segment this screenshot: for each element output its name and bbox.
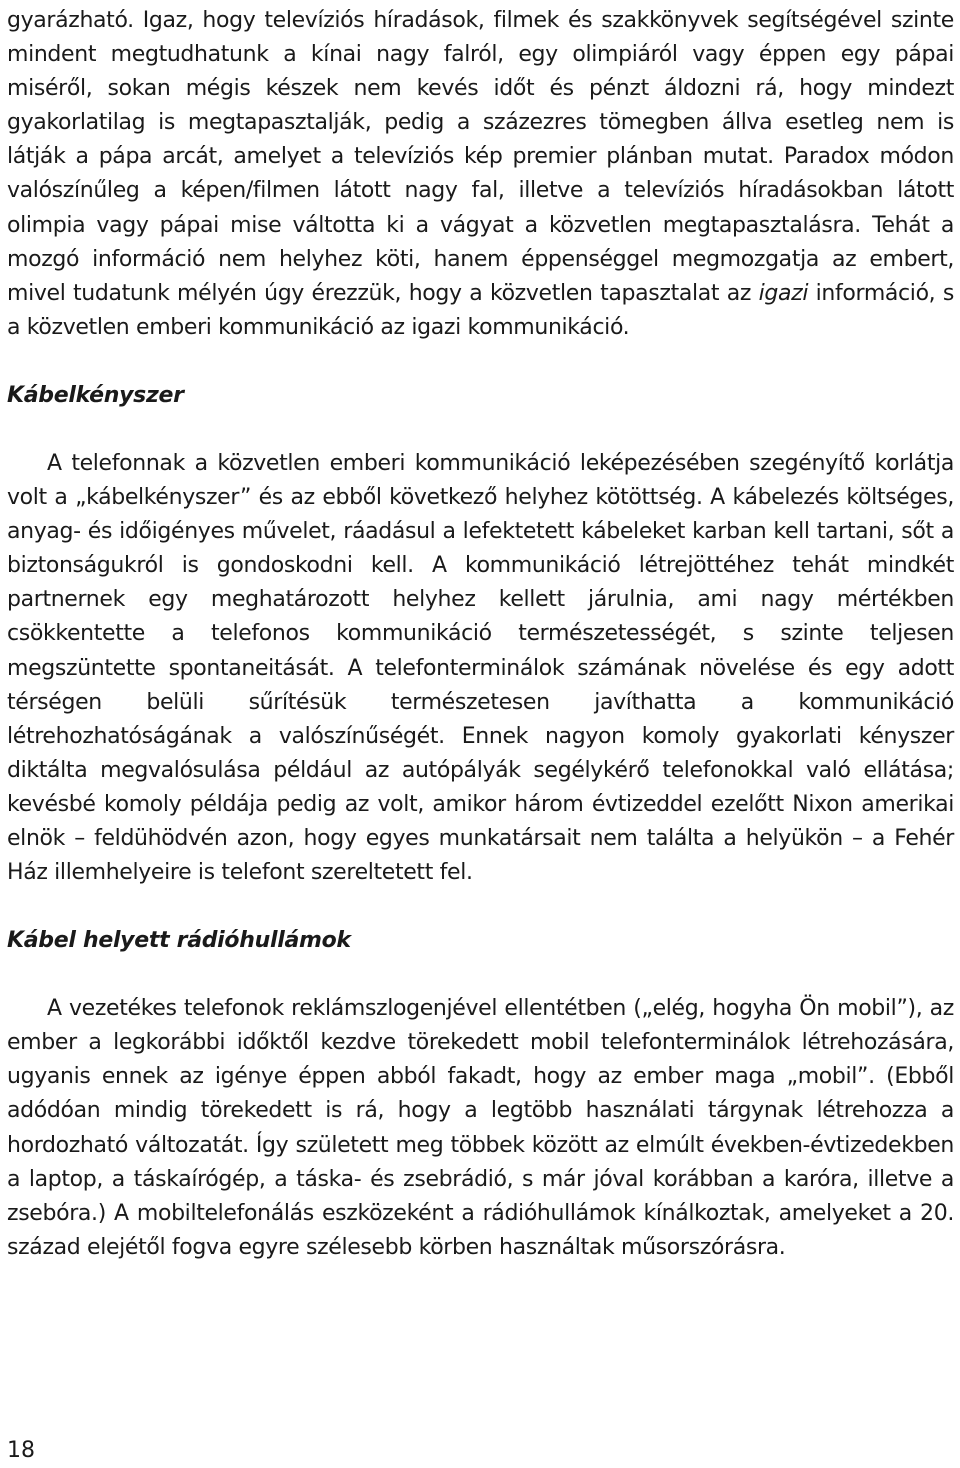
section-paragraph-kabelkenyszer: A telefonnak a közvetlen emberi kommunikáció leképezésében szegényítő korlátja volt a „kábelkényszer” és az ebből következő helyhez kötöttség. A kábelezés költséges, anyag- és időigényes művelet, ráadásul a lefektetett kábeleket karban kell tartani, sőt a biztonságukról is gondoskodni kell. A kommunikáció létrejöttéhez tehát mindkét partnernek egy meghatározott helyhez kellett járulnia, ami nagy mértékben csökkentette a telefonos kommunikáció természetességét, s szinte teljesen megszüntette spontaneitását. A telefonterminálok számának növelése és egy adott térségen belüli sűrítésük természetesen javíthatta a kommunikáció létrehozhatóságának a valószínűségét. Ennek nagyon komoly gyakorlati kényszer diktálta megvalósulása például az autópályák segélykérő telefonokkal való ellátása; kevésbé komoly példája pedig az volt, amikor három évtizeddel ezelőtt Nixon amerikai elnök – feldühödvén azon, hogy egyes munkatársait nem találta a helyükön – a Fehér Ház illemhelyeire is telefont szereltetett fel. <box>7 450 954 886</box>
page-number: 18 <box>7 1438 35 1463</box>
intro-text-before-italic: gyarázható. Igaz, hogy televíziós híradások, filmek és szakkönyvek segítségével szinte mindent megtudhatunk a kínai nagy falról, egy olimpiáról vagy éppen egy pápai miséről, sokan mégis készek nem kevés időt és pénzt áldozni rá, hogy mindezt gyakorlatilag is megtapasztalják, pedig a százezres tömegben állva esetleg nem is látják a pápa arcát, amelyet a televíziós kép premier plánban mutat. Paradox módon valószínűleg a képen/filmen látott nagy fal, illetve a televíziós híradásokban látott olimpia vagy pápai mise váltotta ki a vágyat a közvetlen megtapasztalásra. Tehát a mozgó információ nem helyhez köti, hanem éppenséggel megmozgatja az embert, mivel tudatunk mélyén úgy érezzük, hogy a közvetlen tapasztalat az <box>7 8 954 306</box>
intro-text-after-italic: információ, s a közvetlen emberi kommunikáció az igazi kommunikáció. <box>7 280 954 340</box>
document-page <box>7 4 954 1265</box>
intro-paragraph <box>7 4 954 345</box>
section-heading-kabel-helyett-radiohullamok: Kábel helyett rádióhullámok <box>7 928 351 954</box>
section-heading-kabelkenyszer: Kábelkényszer <box>7 382 184 408</box>
section-paragraph-kabel-helyett-radiohullamok: A vezetékes telefonok reklámszlogenjével ellentétben („elég, hogyha Ön mobil”), az ember a legkorábbi időktől kezdve törekedett mobil telefonterminálok létrehozására, ugyanis ennek az igénye éppen abból fakadt, hogy az ember maga „mobil”. (Ebből adódóan mindig törekedett is rá, hogy a legtöbb használati tárgynak létrehozza a hordozható változatát. Így született meg többek között az elmúlt években-évtizedekben a laptop, a táskaírógép, a táska- és zsebrádió, s már jóval korábban a karóra, illetve a zsebóra.) A mobiltelefonálás eszközeként a rádióhullámok kínálkoztak, amelyeket a 20. század elejétől fogva egyre szélesebb körben használtak műsorszórásra. <box>7 996 954 1260</box>
intro-italic-word: igazi <box>758 280 809 306</box>
